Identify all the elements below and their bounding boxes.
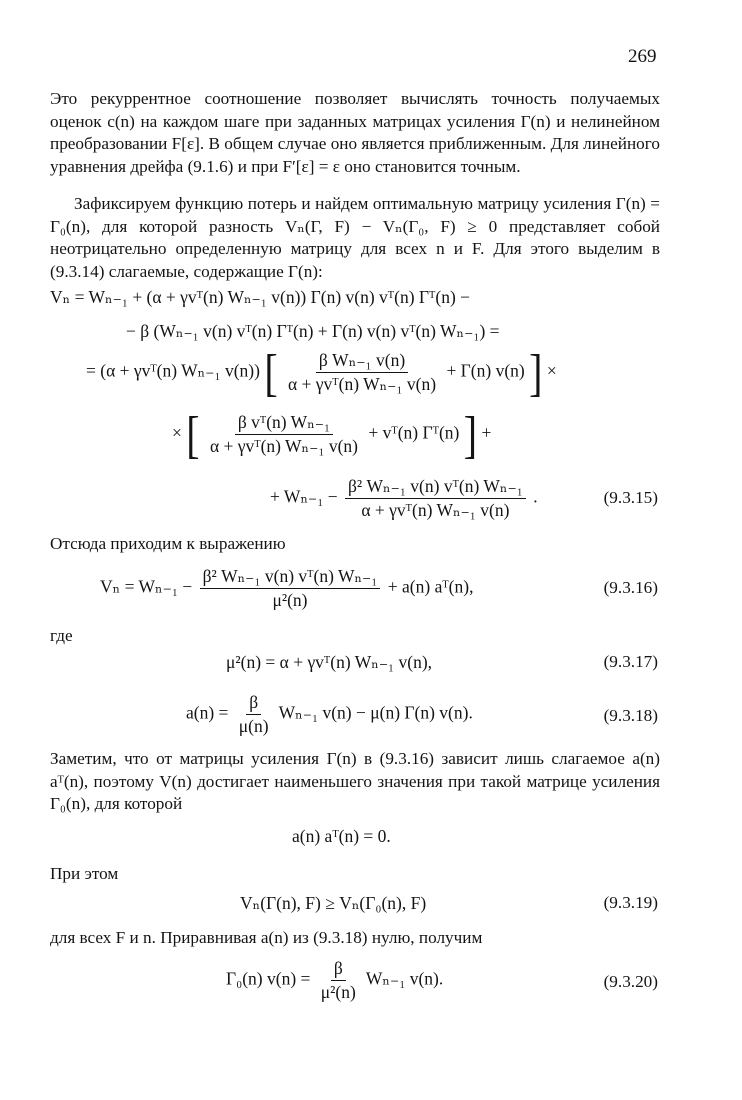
fraction xyxy=(345,476,526,521)
fraction-denominator: μ²(n) xyxy=(320,982,356,1002)
times-sign: × xyxy=(546,360,557,381)
right-bracket: ] xyxy=(529,342,543,402)
phrase-in-this-case: При этом xyxy=(50,864,119,883)
fraction-numerator: β² Wₙ₋₁ v(n) vᵀ(n) Wₙ₋₁ xyxy=(345,476,526,499)
equation-9-3-16-right: + a(n) aᵀ(n), xyxy=(387,576,474,597)
left-bracket: [ xyxy=(264,342,278,402)
right-bracket: ] xyxy=(463,404,478,464)
equation-9-3-17: μ²(n) = α + γvᵀ(n) Wₙ₋₁ v(n), xyxy=(226,652,433,672)
paragraph-note: Заметим, что от матрицы усиления Γ(n) в (9.3.16) зависит лишь слагаемое a(n) aᵀ(n), поэтому V(n) достигает наименьшего значения при такой матрице усиления Γ₀(n), для которой xyxy=(50,749,660,813)
plus-sign: + xyxy=(481,422,492,443)
paragraph-equate: для всех F и n. Приравнивая a(n) из (9.3.18) нулю, получим xyxy=(50,928,483,947)
equation-number-9-3-17: (9.3.17) xyxy=(603,652,658,671)
equation-9-3-18 xyxy=(186,692,473,737)
fraction xyxy=(207,412,361,457)
equation-number-9-3-15: (9.3.15) xyxy=(603,488,658,507)
equation-9-3-19: Vₙ(Γ(n), F) ≥ Vₙ(Γ₀(n), F) xyxy=(240,893,427,913)
equation-9-3-15-line3 xyxy=(86,342,557,402)
fraction xyxy=(200,566,381,611)
fraction-denominator: μ²(n) xyxy=(272,590,308,610)
fraction xyxy=(236,692,272,737)
equation-9-3-20-right: Wₙ₋₁ v(n). xyxy=(365,968,444,989)
fraction-numerator: β xyxy=(331,958,346,981)
equation-zero: a(n) aᵀ(n) = 0. xyxy=(292,826,391,846)
equation-number-9-3-18: (9.3.18) xyxy=(603,706,658,725)
equation-9-3-15-line3-right: + Γ(n) v(n) xyxy=(446,360,525,381)
paragraph-hence: Отсюда приходим к выражению xyxy=(50,534,286,553)
equation-9-3-18-left: a(n) = xyxy=(186,702,229,723)
equation-9-3-20-left: Γ₀(n) v(n) = xyxy=(226,968,311,989)
paragraph-fix-loss: Зафиксируем функцию потерь и найдем оптимальную матрицу усиления Γ(n) = Γ₀(n), для которой разность Vₙ(Γ, F) − Vₙ(Γ₀, F) ≥ 0 представляет собой неотрицательно определенную матрицу для всех n и F. Для этого выделим в (9.3.14) слагаемые, содержащие Γ(n): xyxy=(50,194,660,281)
equation-9-3-15-line4 xyxy=(172,404,492,464)
fraction-numerator: β xyxy=(246,692,261,715)
period: . xyxy=(533,486,538,507)
equation-9-3-15-line5-left: + Wₙ₋₁ − xyxy=(270,486,338,507)
fraction-numerator: β vᵀ(n) Wₙ₋₁ xyxy=(235,412,333,435)
fraction xyxy=(285,350,439,395)
page-number: 269 xyxy=(628,46,657,67)
fraction xyxy=(318,958,359,1003)
fraction-denominator: α + γvᵀ(n) Wₙ₋₁ v(n) xyxy=(288,374,437,394)
equation-9-3-15-line4-right: + vᵀ(n) Γᵀ(n) xyxy=(368,422,460,443)
equation-9-3-18-right: Wₙ₋₁ v(n) − μ(n) Γ(n) v(n). xyxy=(278,702,473,723)
fraction-numerator: β² Wₙ₋₁ v(n) vᵀ(n) Wₙ₋₁ xyxy=(200,566,381,589)
times-sign: × xyxy=(172,422,182,443)
left-bracket: [ xyxy=(186,404,200,464)
equation-9-3-15-line5 xyxy=(270,476,538,521)
equation-number-9-3-20: (9.3.20) xyxy=(603,972,658,991)
fraction-denominator: α + γvᵀ(n) Wₙ₋₁ v(n) xyxy=(209,436,358,456)
equation-9-3-16-left: Vₙ = Wₙ₋₁ − xyxy=(100,576,193,597)
fraction-numerator: β Wₙ₋₁ v(n) xyxy=(316,350,408,373)
word-where: где xyxy=(50,626,73,645)
equation-number-9-3-19: (9.3.19) xyxy=(603,893,658,912)
equation-9-3-15-line2: − β (Wₙ₋₁ v(n) vᵀ(n) Γᵀ(n) + Γ(n) v(n) vᵀ(n) Wₙ₋₁) = xyxy=(126,321,500,341)
fraction-denominator: μ(n) xyxy=(238,716,269,736)
equation-9-3-15-line1: Vₙ = Wₙ₋₁ + (α + γvᵀ(n) Wₙ₋₁ v(n)) Γ(n) v(n) vᵀ(n) Γᵀ(n) − xyxy=(50,287,471,307)
equation-9-3-15-line3-left: = (α + γvᵀ(n) Wₙ₋₁ v(n)) xyxy=(86,360,260,381)
equation-9-3-20 xyxy=(226,958,443,1003)
equation-number-9-3-16: (9.3.16) xyxy=(603,578,658,597)
equation-9-3-16 xyxy=(100,566,473,611)
paragraph-recurrence: Это рекуррентное соотношение позволяет вычислять точность получаемых оценок c(n) на каждом шаге при заданных матрицах усиления Γ(n) и нелинейном преобразовании F[ε]. В общем случае оно является приближенным. Для линейного уравнения дрейфа (9.1.6) и при F′[ε] = ε оно становится точным. xyxy=(50,89,660,176)
fraction-denominator: α + γvᵀ(n) Wₙ₋₁ v(n) xyxy=(361,500,510,520)
